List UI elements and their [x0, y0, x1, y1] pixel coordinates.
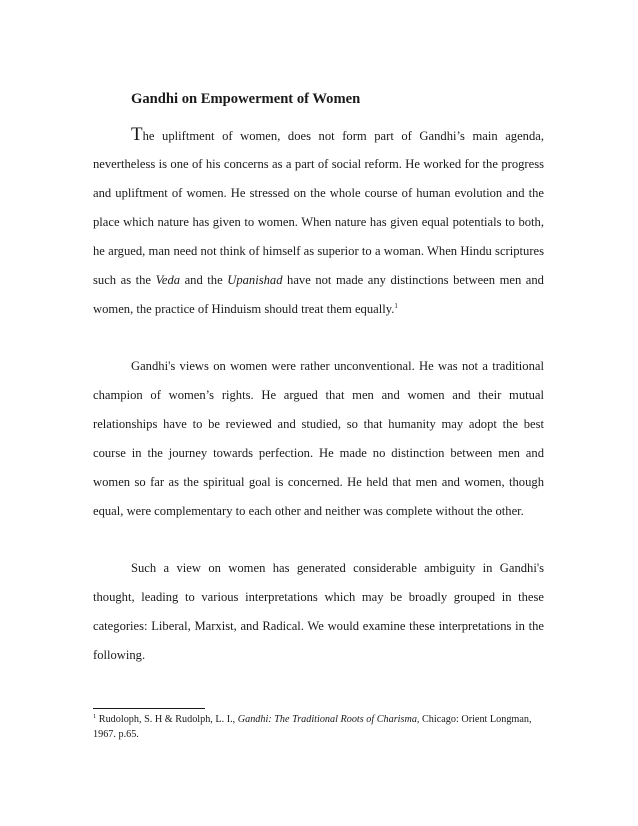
veda-term: Veda [155, 273, 181, 287]
line-6-text-c: have not made any distinctions between men and [287, 273, 544, 287]
paragraph-1-line-4: place which nature has given to women. When nature has given equal potentials to both, [93, 215, 544, 229]
paragraph-2-line-3: relationships have to be reviewed and studied, so that humanity may adopt the best [93, 417, 544, 431]
paragraph-2-line-6: equal, were complementary to each other and neither was complete without the other. [93, 504, 524, 518]
paragraph-1-line-7 [93, 301, 544, 317]
paragraph-3-line-1: Such a view on women has generated considerable ambiguity in Gandhi's [131, 561, 544, 575]
paragraph-3-line-3: categories: Liberal, Marxist, and Radical. We would examine these interpretations in the [93, 619, 544, 633]
paragraph-1-line-7-text: women, the practice of Hinduism should treat them equally. [93, 302, 395, 316]
paragraph-1-line-2: nevertheless is one of his concerns as a part of social reform. He worked for the progress [93, 157, 544, 171]
upanishad-term: Upanishad [227, 273, 283, 287]
section-heading: Gandhi on Empowerment of Women [131, 91, 361, 107]
line-6-text-a: such as the [93, 273, 152, 287]
line-6-text-b: and the [184, 273, 223, 287]
drop-cap: T [131, 124, 143, 145]
paragraph-1-line-5: he argued, man need not think of himself as superior to a woman. When Hindu scriptures [93, 244, 544, 258]
paragraph-3-line-2: thought, leading to various interpretations which may be broadly grouped in these [93, 590, 544, 604]
footnote-reference: 1 [394, 302, 398, 310]
footnote-publisher: Chicago: Orient Longman, [422, 714, 532, 725]
paragraph-1-line-6 [93, 272, 544, 288]
footnote-authors: Rudoloph, S. H & Rudolph, L. I., [98, 714, 236, 725]
footnote-title: Gandhi: The Traditional Roots of Charisma, [237, 714, 420, 725]
paragraph-2-line-4: course in the journey towards perfection. He made no distinction between men and [93, 446, 544, 460]
paragraph-2-line-2: champion of women’s rights. He argued that men and women and their mutual [93, 388, 544, 402]
paragraph-2-line-1: Gandhi's views on women were rather unconventional. He was not a traditional [131, 359, 544, 373]
footnote-line-1 [93, 713, 544, 726]
paragraph-3-line-4: following. [93, 648, 146, 662]
footnote-separator [93, 708, 205, 709]
footnote-line-2: 1967. p.65. [93, 729, 139, 740]
paragraph-1-line-3: and upliftment of women. He stressed on the whole course of human evolution and the [93, 186, 544, 200]
paragraph-2-line-5: women so far as the spiritual goal is concerned. He held that men and women, though [93, 475, 544, 489]
paragraph-1-line-1-text: he upliftment of women, does not form part of Gandhi’s main agenda, [142, 129, 544, 143]
footnote-mark: 1 [93, 713, 97, 720]
paragraph-1-line-1 [131, 124, 544, 145]
